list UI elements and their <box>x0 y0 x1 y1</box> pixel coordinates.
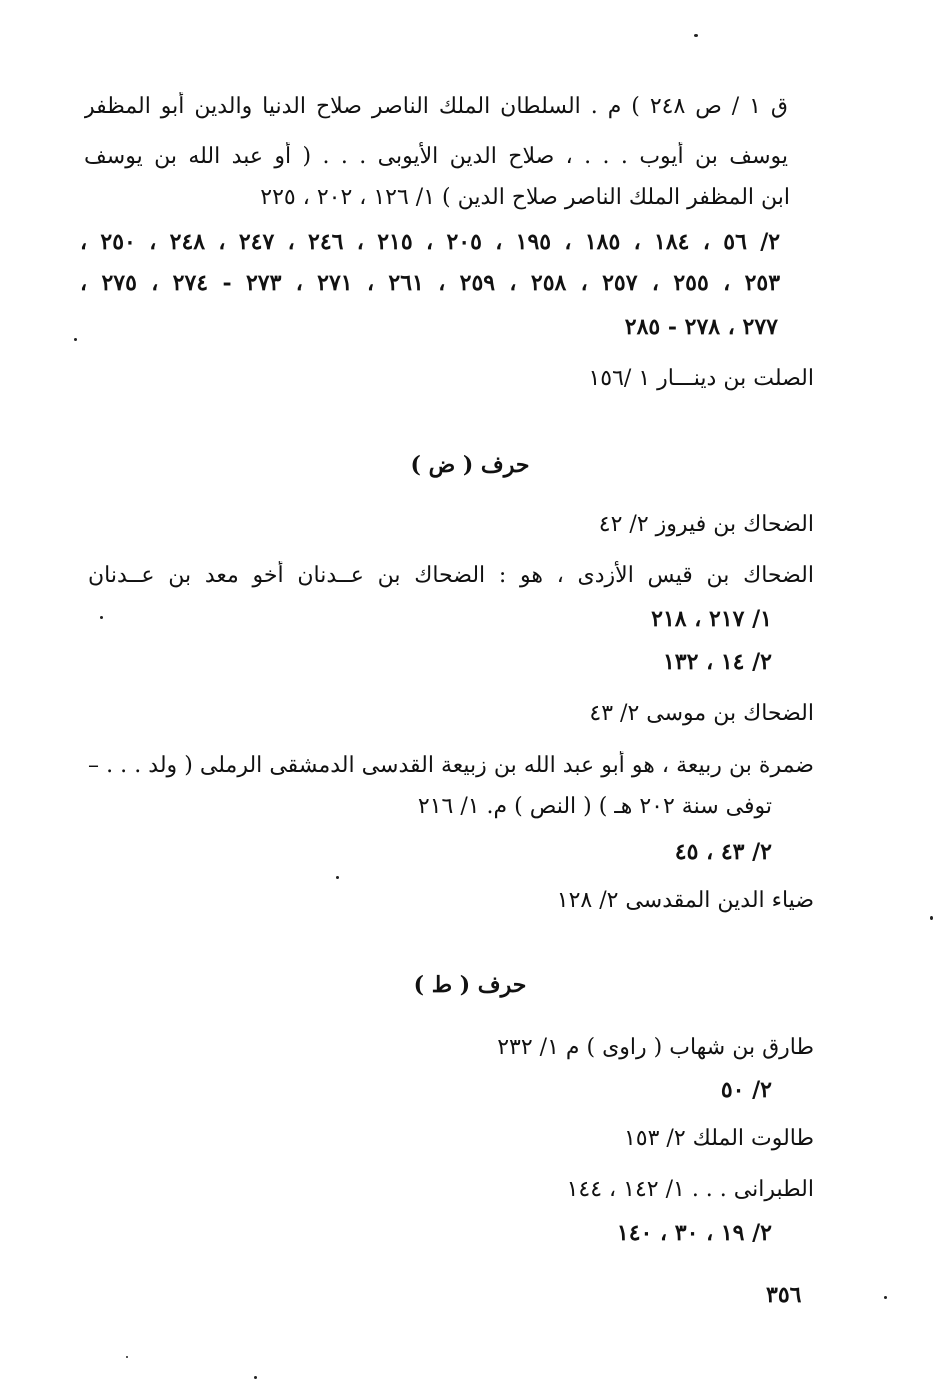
entry-talut: طالوت الملك ٢/ ١٥٣ <box>623 1126 814 1151</box>
scan-speck <box>930 916 933 920</box>
entry-damra-line-1: ضمرة بن ربيعة ، هو أبو عبد الله بن زبيعة القدسى الدمشقى الرملى ( ولد . . . – <box>88 753 814 778</box>
scan-speck <box>336 876 339 879</box>
entry-salah-line-1: ق ١ / ص ٢٤٨ ) م . السلطان الملك الناصر صلاح الدنيا والدين أبو المظفر <box>84 94 788 119</box>
entry-tariq-line-1: طارق بن شهاب ( راوى ) م ١/ ٢٣٢ <box>497 1035 814 1060</box>
entry-dahhak-firuz: الضحاك بن فيروز ٢/ ٤٢ <box>598 512 814 537</box>
page-number: ٣٥٦ <box>766 1282 802 1308</box>
entry-tariq-line-2: ٢/ ٥٠ <box>720 1077 772 1103</box>
entry-dahhak-musa: الضحاك بن موسى ٢/ ٤٣ <box>589 701 814 726</box>
entry-damra-line-2: توفى سنة ٢٠٢ هـ ) ( النص ) م. ١/ ٢١٦ <box>417 794 772 819</box>
entry-salah-line-5: ٢٥٣ ، ٢٥٥ ، ٢٥٧ ، ٢٥٨ ، ٢٥٩ ، ٢٦١ ، ٢٧١ ، ٢٧٣ - ٢٧٤ ، ٢٧٥ ، <box>80 270 780 296</box>
entry-dahhak-qays-line-3: ٢/ ١٤ ، ١٣٢ <box>662 649 772 675</box>
entry-tabarani-line-1: الطبرانى . . . ١/ ١٤٢ ، ١٤٤ <box>566 1177 814 1202</box>
entry-dahhak-qays-line-1: الضحاك بن قيس الأزدى ، هو : الضحاك بن عــدنان أخو معد بن عــدنان <box>88 563 814 588</box>
entry-salt: الصلت بن دينـــار ١ /١٥٦ <box>588 366 814 391</box>
entry-tabarani-line-2: ٢/ ١٩ ، ٣٠ ، ١٤٠ <box>616 1220 772 1246</box>
entry-salah-line-6: ٢٧٧ ، ٢٧٨ - ٢٨٥ <box>624 314 778 340</box>
entry-salah-line-2: يوسف بن أيوب . . . ، صلاح الدين الأيوبى . . . ( أو عبد الله بن يوسف <box>84 144 788 169</box>
scan-speck <box>884 1296 887 1299</box>
entry-damra-line-3: ٢/ ٤٣ ، ٤٥ <box>674 839 772 865</box>
scan-speck <box>100 616 103 619</box>
section-heading-ta: حرف ( ط ) <box>413 972 527 998</box>
scan-speck <box>74 338 77 341</box>
entry-dahhak-qays-line-2: ١/ ٢١٧ ، ٢١٨ <box>651 606 772 632</box>
entry-salah-line-4: ٢/ ٥٦ ، ١٨٤ ، ١٨٥ ، ١٩٥ ، ٢٠٥ ، ٢١٥ ، ٢٤٦ ، ٢٤٧ ، ٢٤٨ ، ٢٥٠ ، <box>80 229 780 255</box>
entry-diya: ضياء الدين المقدسى ٢/ ١٢٨ <box>556 888 814 913</box>
scan-speck <box>694 34 698 37</box>
scan-speck <box>126 1356 128 1358</box>
entry-salah-line-3: ابن المظفر الملك الناصر صلاح الدين ) ١/ ١٢٦ ، ٢٠٢ ، ٢٢٥ <box>260 185 790 210</box>
section-heading-dad: حرف ( ض ) <box>410 452 530 478</box>
scan-speck <box>254 1376 257 1379</box>
